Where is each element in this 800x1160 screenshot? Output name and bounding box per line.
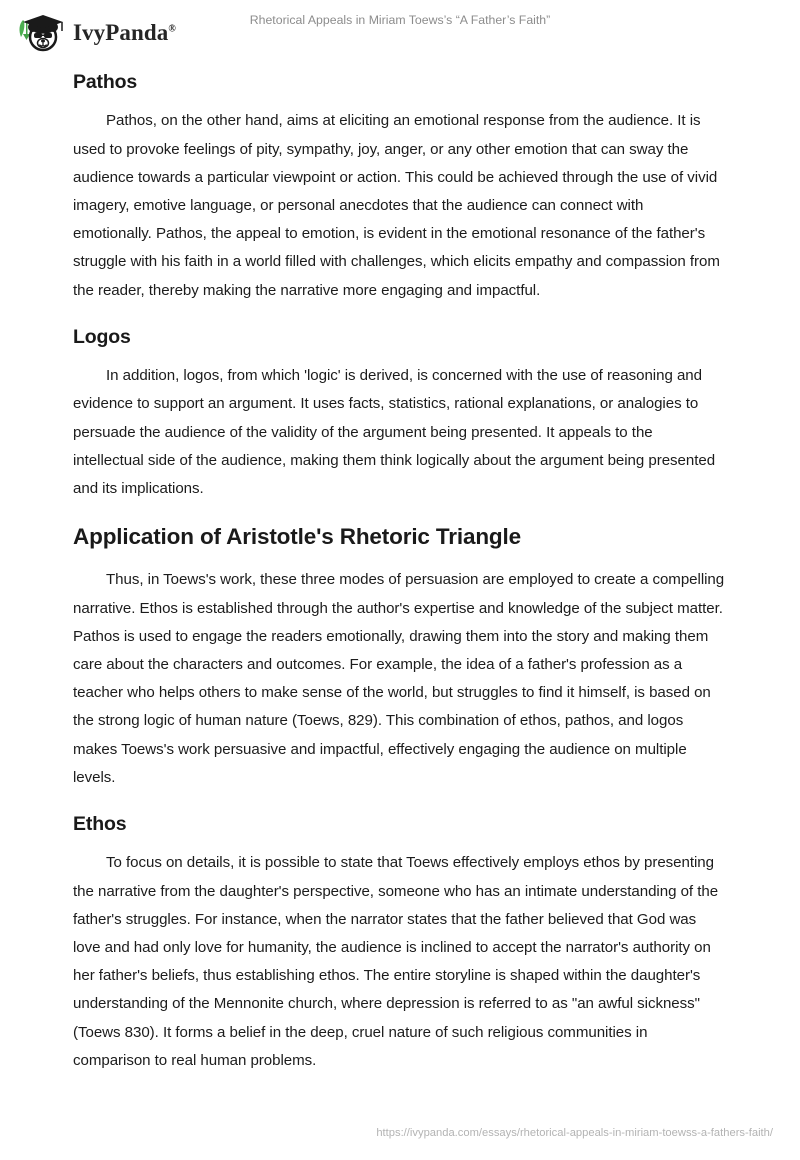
brand-name-text: IvyPanda xyxy=(73,19,169,45)
source-url-link[interactable]: https://ivypanda.com/essays/rhetorical-appeals-in-miriam-toewss-a-fathers-faith/ xyxy=(376,1127,773,1139)
registered-mark: ® xyxy=(168,22,176,34)
document-title: Rhetorical Appeals in Miriam Toews’s “A Father’s Faith” xyxy=(249,13,551,27)
section-application-of-aristotles-rhetoric-triangle xyxy=(73,523,725,792)
section-logos xyxy=(73,325,725,503)
heading-pathos: Pathos xyxy=(73,71,138,93)
document-body xyxy=(73,70,725,1095)
paragraph-pathos: Pathos, on the other hand, aims at eliciting an emotional response from the audience. It is used to provoke feelings of pity, sympathy, joy, anger, or any other emotion that can sway the audience towards a particular viewpoint or action. This could be achieved through the use of vivid imagery, emotive language, or personal anecdotes that the audience can connect with emotionally. Pathos, the appeal to emotion, is evident in the emotional resonance of the father's struggle with his faith in a world filled with challenges, which elicits empathy and compassion from the reader, thereby making the narrative more engaging and impactful. xyxy=(73,112,720,299)
paragraph-ethos: To focus on details, it is possible to state that Toews effectively employs ethos by presenting the narrative from the daughter's perspective, someone who has an intimate understanding of the father's struggles. For instance, when the narrator states that the father believed that God was love and had only love for humanity, the audience is inclined to accept the narrator's authority on her father's beliefs, thus establishing ethos. The entire storyline is shaped within the daughter's understanding of the Mennonite church, where depression is referred to as "an awful sickness" (Toews 830). It forms a belief in the deep, cruel nature of such religious communities in comparison to real human problems. xyxy=(73,854,719,1069)
heading-application-of-aristotles-rhetoric-triangle: Application of Aristotle's Rhetoric Triangle xyxy=(73,524,521,550)
paragraph-application-of-aristotles-rhetoric-triangle: Thus, in Toews's work, these three modes of persuasion are employed to create a compelling narrative. Ethos is established through the author's expertise and knowledge of the subject matter. Pathos is used to engage the readers emotionally, drawing them into the story and making them care about the characters and outcomes. For example, the idea of a father's profession as a teacher who helps others to make sense of the world, but struggles to find it himself, is based on the strong logic of human nature (Toews, 829). This combination of ethos, pathos, and logos makes Toews's work persuasive and impactful, effectively engaging the audience on multiple levels. xyxy=(73,571,725,786)
section-pathos xyxy=(73,70,725,305)
page-footer xyxy=(0,1118,800,1160)
paragraph-logos: In addition, logos, from which 'logic' is derived, is concerned with the use of reasoning and evidence to support an argument. It uses facts, statistics, rational explanations, or analogies to persuade the audience of the validity of the argument being presented. It appeals to the intellectual side of the audience, making them think logically about the argument being presented and its implications. xyxy=(73,367,716,497)
heading-ethos: Ethos xyxy=(73,812,127,835)
heading-logos: Logos xyxy=(73,325,131,348)
page-header xyxy=(0,0,800,62)
section-ethos xyxy=(73,812,725,1075)
